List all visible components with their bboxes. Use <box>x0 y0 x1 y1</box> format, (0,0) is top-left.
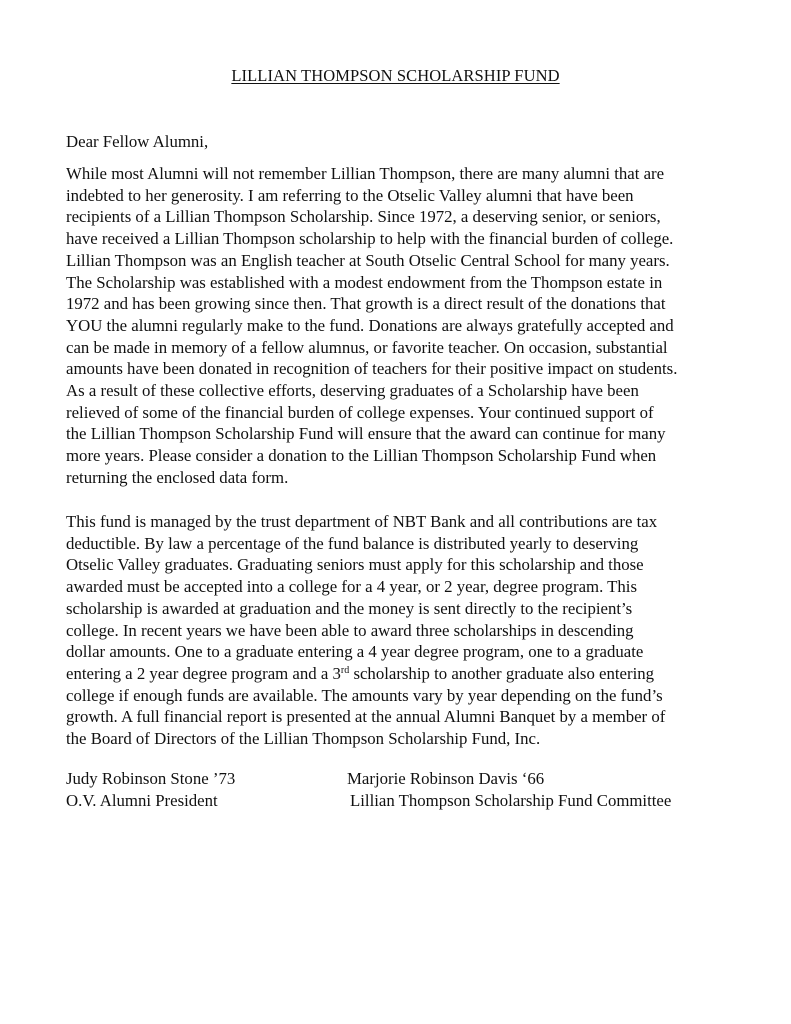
paragraph-line: have received a Lillian Thompson scholarship to help with the financial burden of college. <box>66 229 674 249</box>
ordinal-superscript: rd <box>340 664 350 676</box>
signer-name: Marjorie Robinson Davis ‘66 <box>347 769 545 788</box>
paragraph-line: relieved of some of the financial burden of college expenses. Your continued support of <box>66 402 654 422</box>
paragraph-line: While most Alumni will not remember Lillian Thompson, there are many alumni that are <box>66 164 665 183</box>
paragraph-line: the Lillian Thompson Scholarship Fund will ensure that the award can continue for many <box>66 424 666 444</box>
paragraph-line: recipients of a Lillian Thompson Scholarship. Since 1972, a deserving senior, or seniors, <box>66 207 661 227</box>
paragraph-line: Lillian Thompson was an English teacher at South Otselic Central School for many years. <box>66 250 670 270</box>
line-text-after: scholarship to another graduate also entering <box>349 663 655 683</box>
signature-block-right <box>347 768 671 812</box>
signer-role: O.V. Alumni President <box>66 791 218 810</box>
paragraph-line: deductible. By law a percentage of the fund balance is distributed yearly to deserving <box>66 533 639 553</box>
signer-role: Lillian Thompson Scholarship Fund Committee <box>350 791 672 810</box>
paragraph-line: amounts have been donated in recognition of teachers for their positive impact on students. <box>66 359 678 379</box>
paragraph-history <box>66 163 730 489</box>
paragraph-line: Otselic Valley graduates. Graduating seniors must apply for this scholarship and those <box>66 555 644 575</box>
paragraph-line-with-superscript <box>66 663 730 685</box>
paragraph-line: college. In recent years we have been able to award three scholarships in descending <box>66 620 634 640</box>
paragraph-line: As a result of these collective efforts, deserving graduates of a Scholarship have been <box>66 381 639 401</box>
paragraph-line: 1972 and has been growing since then. That growth is a direct result of the donations that <box>66 294 666 314</box>
signer-name: Judy Robinson Stone ’73 <box>66 769 236 788</box>
line-text-before: entering a 2 year degree program and a 3 <box>66 663 341 683</box>
paragraph-line: awarded must be accepted into a college for a 4 year, or 2 year, degree program. This <box>66 577 637 597</box>
paragraph-line: can be made in memory of a fellow alumnus, or favorite teacher. On occasion, substantial <box>66 337 668 357</box>
paragraph-line: more years. Please consider a donation to the Lillian Thompson Scholarship Fund when <box>66 446 657 466</box>
salutation: Dear Fellow Alumni, <box>66 132 209 151</box>
paragraph-line: indebted to her generosity. I am referring to the Otselic Valley alumni that have been <box>66 185 634 205</box>
paragraph-line: the Board of Directors of the Lillian Thompson Scholarship Fund, Inc. <box>66 729 541 749</box>
paragraph-line: scholarship is awarded at graduation and the money is sent directly to the recipient’s <box>66 598 633 618</box>
paragraph-line: dollar amounts. One to a graduate entering a 4 year degree program, one to a graduate <box>66 642 644 662</box>
document-title: LILLIAN THOMPSON SCHOLARSHIP FUND <box>231 66 560 85</box>
paragraph-line: college if enough funds are available. The amounts vary by year depending on the fund’s <box>66 685 663 705</box>
paragraph-line: This fund is managed by the trust department of NBT Bank and all contributions are tax <box>66 512 658 531</box>
paragraph-line: YOU the alumni regularly make to the fund. Donations are always gratefully accepted and <box>66 315 674 335</box>
paragraph-fund-details <box>66 511 730 750</box>
paragraph-line: The Scholarship was established with a modest endowment from the Thompson estate in <box>66 272 663 292</box>
paragraph-line: growth. A full financial report is presented at the annual Alumni Banquet by a member of <box>66 707 666 727</box>
paragraph-line: returning the enclosed data form. <box>66 467 289 487</box>
signature-block-left <box>66 768 235 812</box>
